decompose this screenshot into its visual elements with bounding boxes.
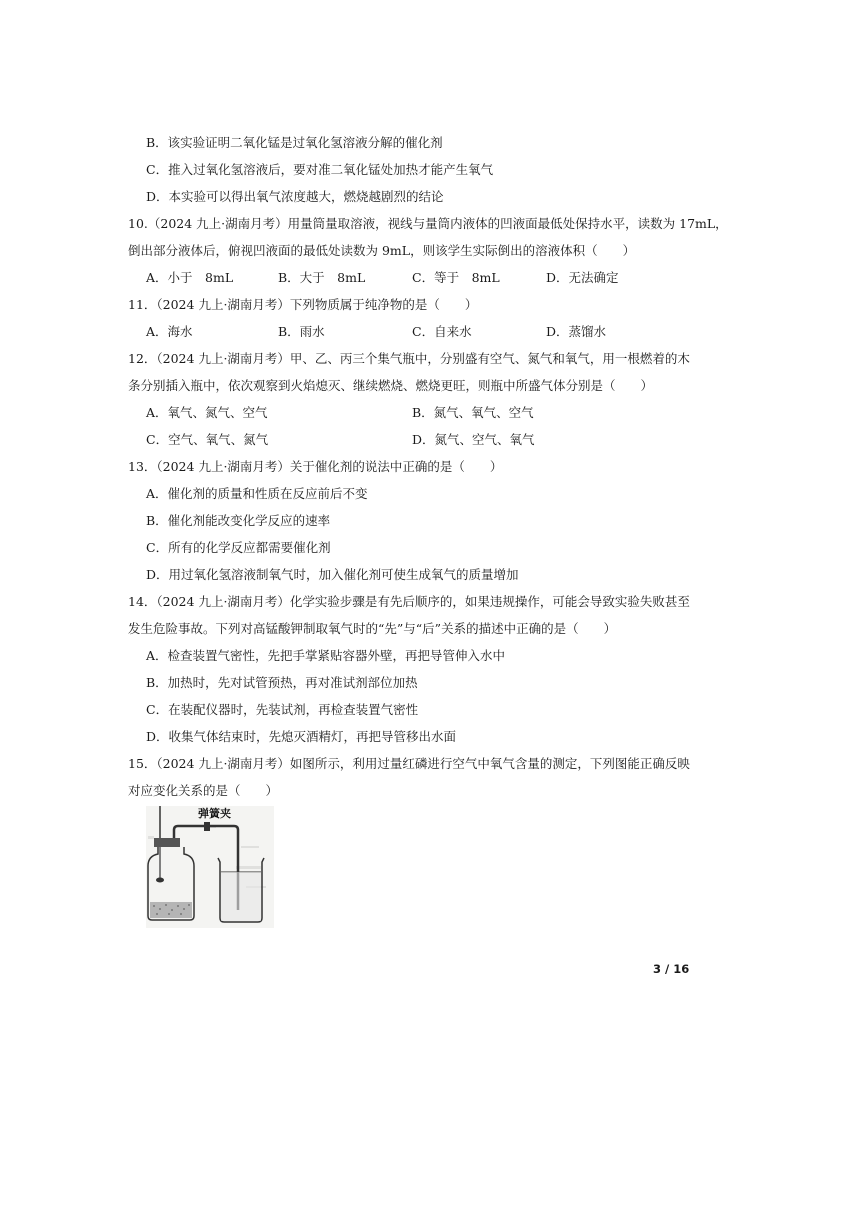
q15-stem-line2: 对应变化关系的是（ ） bbox=[128, 783, 279, 798]
q13-option-c: C．所有的化学反应都需要催化剂 bbox=[146, 540, 331, 555]
q12-option-c: C．空气、氧气、氮气 bbox=[146, 432, 269, 447]
q10-option-c: C．等于 8mL bbox=[412, 270, 500, 285]
q11-option-b: B．雨水 bbox=[278, 324, 325, 339]
q12-option-b: B．氮气、氧气、空气 bbox=[412, 405, 534, 420]
rubber-stopper bbox=[154, 838, 180, 847]
q10-stem-line1: 10.（2024 九上·湖南月考）用量筒量取溶液，视线与量筒内液体的凹液面最低处保持水平，读数为 17mL， bbox=[128, 216, 728, 231]
q9-option-d: D．本实验可以得出氧气浓度越大，燃烧越剧烈的结论 bbox=[146, 189, 444, 204]
q10-stem-line2: 倒出部分液体后，俯视凹液面的最低处读数为 9mL，则该学生实际倒出的溶液体积（ ） bbox=[128, 243, 636, 258]
q11-option-c: C．自来水 bbox=[412, 324, 472, 339]
q9-option-c: C．推入过氧化氢溶液后，要对准二氧化锰处加热才能产生氧气 bbox=[146, 162, 494, 177]
q15-stem-line1: 15．（2024 九上·湖南月考）如图所示，利用过量红磷进行空气中氧气含量的测定，下列图能正确反映 bbox=[128, 756, 690, 771]
page-number: 3 / 16 bbox=[653, 962, 690, 976]
q14-option-a: A．检查装置气密性，先把手掌紧贴容器外壁，再把导管伸入水中 bbox=[146, 648, 506, 663]
q13-option-a: A．催化剂的质量和性质在反应前后不变 bbox=[146, 486, 368, 501]
q9-option-b: B．该实验证明二氧化锰是过氧化氢溶液分解的催化剂 bbox=[146, 135, 443, 150]
q11-stem: 11．（2024 九上·湖南月考）下列物质属于纯净物的是（ ） bbox=[128, 297, 478, 312]
q10-option-d: D．无法确定 bbox=[546, 270, 619, 285]
q10-option-b: B．大于 8mL bbox=[278, 270, 366, 285]
q14-option-c: C．在装配仪器时，先装试剂，再检查装置气密性 bbox=[146, 702, 419, 717]
apparatus-svg bbox=[146, 806, 274, 928]
q11-option-a: A．海水 bbox=[146, 324, 193, 339]
q11-option-d: D．蒸馏水 bbox=[546, 324, 607, 339]
q13-stem: 13．（2024 九上·湖南月考）关于催化剂的说法中正确的是（ ） bbox=[128, 459, 503, 474]
q12-option-d: D．氮气、空气、氧气 bbox=[412, 432, 535, 447]
q14-option-b: B．加热时，先对试管预热，再对准试剂部位加热 bbox=[146, 675, 418, 690]
q12-stem-line2: 条分别插入瓶中，依次观察到火焰熄灭、继续燃烧、燃烧更旺，则瓶中所盛气体分别是（ ） bbox=[128, 378, 654, 393]
q14-stem-line2: 发生危险事故。下列对高锰酸钾制取氧气时的“先”与“后”关系的描述中正确的是（ ） bbox=[128, 621, 617, 636]
q14-option-d: D．收集气体结束时，先熄灭酒精灯，再把导管移出水面 bbox=[146, 729, 457, 744]
spring-clip-label: 弹簧夹 bbox=[198, 807, 231, 820]
q12-stem-line1: 12．（2024 九上·湖南月考）甲、乙、丙三个集气瓶中，分别盛有空气、氮气和氧气，用一根燃着的木 bbox=[128, 351, 690, 366]
q15-apparatus-figure bbox=[146, 806, 274, 928]
red-phosphorus bbox=[156, 878, 164, 883]
q13-option-d: D．用过氧化氢溶液制氧气时，加入催化剂可使生成氧气的质量增加 bbox=[146, 567, 519, 582]
q10-option-a: A．小于 8mL bbox=[146, 270, 234, 285]
q13-option-b: B．催化剂能改变化学反应的速率 bbox=[146, 513, 331, 528]
spring-clip-icon bbox=[204, 822, 210, 831]
q14-stem-line1: 14．（2024 九上·湖南月考）化学实验步骤是有先后顺序的，如果违规操作，可能会导致实验失败甚至 bbox=[128, 594, 690, 609]
q12-option-a: A．氧气、氮气、空气 bbox=[146, 405, 268, 420]
beaker-water bbox=[221, 872, 261, 921]
